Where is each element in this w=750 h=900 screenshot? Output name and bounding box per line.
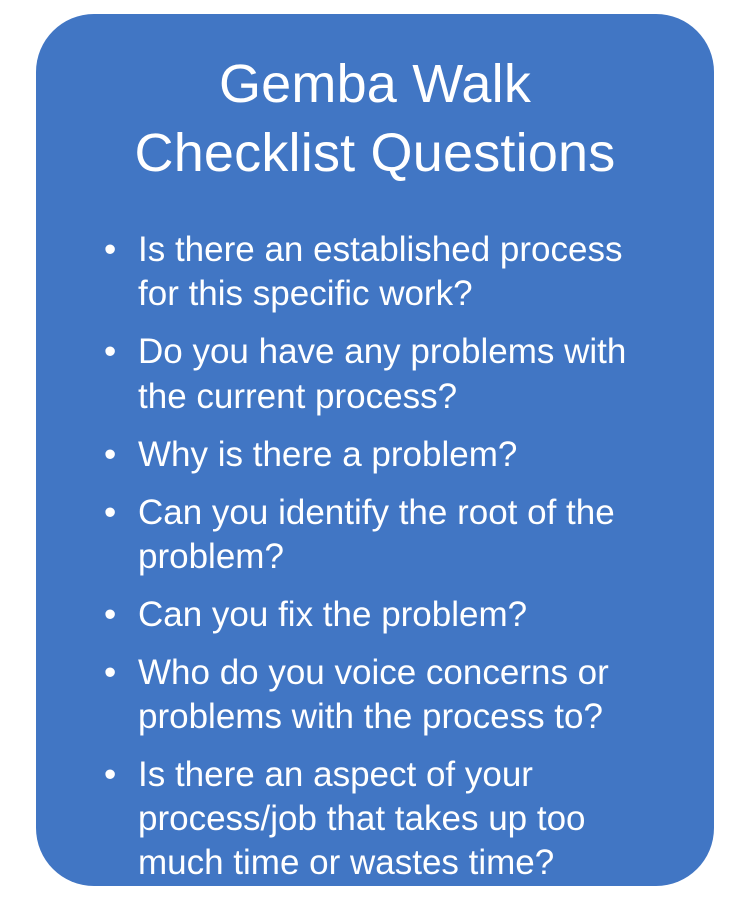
checklist-questions-list [70, 228, 680, 885]
gemba-walk-checklist-card [36, 14, 714, 886]
list-item-text: Can you fix the problem? [138, 594, 528, 634]
list-item [98, 491, 670, 579]
page-title-line-1: Gemba Walk [218, 54, 532, 114]
bullet-icon: • [104, 332, 117, 372]
bullet-icon: • [104, 230, 117, 270]
bullet-icon: • [104, 492, 117, 532]
list-item [98, 433, 670, 477]
list-item [98, 753, 670, 885]
list-item-text: Do you have any problems with the current process? [138, 332, 627, 416]
bullet-icon: • [104, 594, 117, 634]
list-item [98, 228, 670, 316]
list-item-text: Can you identify the root of the problem? [138, 492, 615, 576]
page-title [70, 50, 680, 188]
bullet-icon: • [104, 652, 117, 692]
bullet-icon: • [104, 755, 117, 795]
list-item-text: Is there an aspect of your process/job that takes up too much time or wastes time? [138, 755, 586, 883]
list-item-text: Who do you voice concerns or problems with the process to? [138, 652, 609, 737]
list-item-text: Is there an established process for this specific work? [138, 230, 623, 314]
bullet-icon: • [104, 434, 117, 474]
list-item [98, 330, 670, 418]
list-item [98, 593, 670, 637]
list-item-text: Why is there a problem? [138, 434, 518, 474]
page-title-line-2: Checklist Questions [134, 123, 616, 184]
list-item [98, 651, 670, 739]
